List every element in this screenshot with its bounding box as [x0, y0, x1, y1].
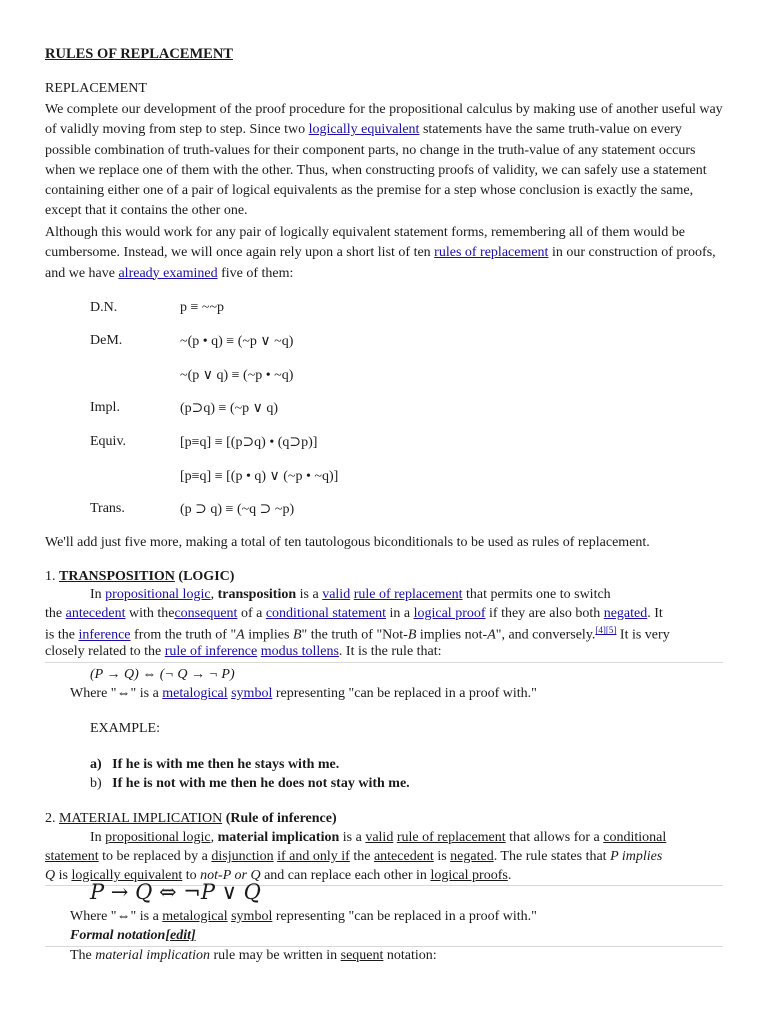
intro-text: Although this would work for any pair of logically equivalent statement forms, remembering all of them would be cumbersome. Instead, we will once again rely upon a short list of ten — [45, 225, 685, 261]
text: is — [433, 849, 451, 864]
divider — [45, 946, 723, 947]
citation-link[interactable]: [4][5] — [595, 625, 617, 635]
text: In — [90, 587, 106, 602]
text: the — [45, 606, 66, 621]
link-antecedent[interactable]: antecedent — [65, 606, 126, 621]
divider — [45, 662, 723, 663]
text: A — [236, 627, 245, 643]
text: P implies — [610, 849, 663, 864]
transposition-formula: (P → Q) ⇔ (¬ Q → ¬ P) — [90, 667, 235, 682]
section-2-heading — [45, 811, 337, 827]
rule-formula: [p≡q] ≡ [(p⊃q) • (q⊃p)] — [180, 435, 318, 450]
link-valid[interactable]: valid — [365, 830, 394, 845]
bold-term: material implication — [217, 830, 340, 845]
example-b — [90, 776, 410, 792]
text: representing "can be replaced in a proof with." — [272, 909, 537, 924]
link-already-examined[interactable]: already examined — [118, 265, 218, 281]
link-propositional-logic[interactable]: propositional logic — [105, 830, 211, 845]
text: Where "⇔" is a — [70, 909, 163, 924]
section-1-line-4 — [45, 644, 442, 660]
intro-paragraph-2 — [45, 223, 725, 284]
section-1-line-3 — [45, 625, 670, 644]
link-logical-proofs[interactable]: logical proofs — [430, 868, 508, 883]
rule-label: Trans. — [90, 501, 125, 516]
example-heading: EXAMPLE: — [90, 721, 160, 736]
text: to — [182, 868, 201, 883]
example-a — [90, 757, 339, 773]
text: B — [292, 627, 302, 643]
list-marker: a) — [90, 757, 102, 772]
intro-text: We complete our development of the proof procedure for the propositional calculus by making use of another useful way of validly moving from step to step. Since two — [45, 102, 723, 138]
add-five-text: We'll add just five more, making a total of ten tautologous biconditionals to be used as rules of replacement. — [45, 535, 650, 550]
link-consequent[interactable]: consequent — [174, 606, 238, 621]
example-text: If he is with me then he stays with me. — [112, 757, 340, 772]
text: " the truth of "Not- — [301, 627, 408, 643]
text: to be replaced by a — [98, 849, 212, 864]
text: the — [349, 849, 374, 864]
rule-formula: p ≡ ~~p — [180, 300, 225, 315]
text: It is very — [616, 627, 670, 643]
link-material-implication[interactable]: MATERIAL IMPLICATION — [59, 811, 223, 826]
text: that permits one to switch — [462, 587, 611, 602]
page-title: RULES OF REPLACEMENT — [45, 46, 233, 62]
intro-paragraph-1 — [45, 100, 725, 222]
section-1-line-2 — [45, 606, 663, 622]
section-subtitle: REPLACEMENT — [45, 81, 147, 96]
text: with the — [125, 606, 175, 621]
text: In — [90, 830, 106, 845]
link-antecedent[interactable]: antecedent — [373, 849, 434, 864]
text: of a — [237, 606, 266, 621]
section-1-heading — [45, 569, 234, 585]
text: The — [70, 948, 96, 963]
link-negated[interactable]: negated — [603, 606, 648, 621]
section-title: TRANSPOSITION — [59, 569, 175, 584]
text: material implication — [95, 948, 210, 963]
text: is a — [296, 587, 323, 602]
link-if-and-only-if[interactable]: if and only if — [277, 849, 350, 864]
text: is the — [45, 627, 79, 643]
link-symbol[interactable]: symbol — [231, 686, 273, 701]
text: not-P or Q — [200, 868, 261, 883]
section-2-where — [70, 909, 537, 925]
intro-text: five of them: — [217, 265, 294, 281]
rule-formula: ~(p ∨ q) ≡ (~p • ~q) — [180, 368, 294, 383]
text: implies — [244, 627, 293, 643]
text: . The rule states that — [493, 849, 611, 864]
bold-term: transposition — [217, 587, 297, 602]
link-inference[interactable]: inference — [78, 627, 131, 643]
rule-label: Impl. — [90, 400, 120, 415]
link-propositional-logic[interactable]: propositional logic — [105, 587, 211, 602]
section-number: 1. — [45, 569, 59, 584]
section-title-suffix: (Rule of inference) — [222, 811, 337, 826]
link-disjunction[interactable]: disjunction — [211, 849, 274, 864]
link-conditional-statement[interactable]: conditional statement — [265, 606, 386, 621]
section-2-last-line — [70, 948, 437, 964]
link-logical-proof[interactable]: logical proof — [413, 606, 486, 621]
text: if they are also both — [485, 606, 604, 621]
link-metalogical[interactable]: metalogical — [162, 686, 228, 701]
section-title-suffix: (LOGIC) — [174, 569, 235, 584]
link-sequent[interactable]: sequent — [340, 948, 384, 963]
rule-formula: (p ⊃ q) ≡ (~q ⊃ ~p) — [180, 502, 295, 517]
edit-link[interactable]: [edit] — [165, 928, 196, 943]
rule-formula: ~(p • q) ≡ (~p ∨ ~q) — [180, 334, 294, 349]
rule-label: Equiv. — [90, 434, 127, 449]
text: from the truth of " — [130, 627, 237, 643]
text: that allows for a — [505, 830, 604, 845]
material-implication-formula: P → Q ⇔ ¬P ∨ Q — [90, 880, 261, 904]
list-marker: b) — [90, 776, 102, 791]
text: ", and conversely. — [495, 627, 596, 643]
intro-text: statements have the same truth-value on every possible combination of truth-values for their component parts, no change in the truth-value of any statement occurs when we replace one of them with the other. Thus, when constructing proofs of validity, we can safely use a statement containing either one of a pair of logical equivalents as the premise for a step whose conclusion is exactly the same, except that it contains the other one. — [45, 122, 707, 219]
formal-notation-heading — [70, 928, 196, 944]
text: is a — [339, 830, 366, 845]
link-symbol[interactable]: symbol — [231, 909, 273, 924]
section-2-line-1 — [90, 830, 666, 846]
text: implies not- — [416, 627, 488, 643]
text: . It is the rule that: — [338, 644, 442, 659]
text: and can replace each other in — [260, 868, 431, 883]
link-modus-tollens[interactable]: modus tollens — [260, 644, 339, 659]
text: . — [507, 868, 512, 883]
link-metalogical[interactable]: metalogical — [162, 909, 228, 924]
text: B — [407, 627, 417, 643]
example-text: If he is not with me then he does not stay with me. — [112, 776, 410, 791]
text: is — [55, 868, 72, 883]
text: Formal notation — [70, 928, 166, 943]
rule-formula: [p≡q] ≡ [(p • q) ∨ (~p • ~q)] — [180, 469, 339, 484]
text: rule may be written in — [209, 948, 341, 963]
section-1-line-1 — [90, 587, 611, 603]
link-rule-of-inference[interactable]: rule of inference — [164, 644, 258, 659]
text: , — [210, 830, 218, 845]
link-logically-equivalent[interactable]: logically equivalent — [308, 122, 420, 138]
link-conditional[interactable]: conditional — [603, 830, 667, 845]
rule-label: D.N. — [90, 300, 118, 315]
text: representing "can be replaced in a proof with." — [272, 686, 537, 701]
link-statement[interactable]: statement — [45, 849, 99, 864]
section-2-line-2 — [45, 849, 662, 865]
link-rule-of-replacement[interactable]: rule of replacement — [396, 830, 506, 845]
section-1-where — [70, 686, 537, 702]
rule-label: DeM. — [90, 333, 123, 348]
text: Where "⇔" is a — [70, 686, 163, 701]
link-negated[interactable]: negated — [450, 849, 494, 864]
text: . It — [647, 606, 663, 621]
text: A — [487, 627, 496, 643]
text: in a — [385, 606, 414, 621]
link-valid[interactable]: valid — [322, 587, 351, 602]
text: , — [210, 587, 218, 602]
link-logically-equivalent[interactable]: logically equivalent — [71, 868, 183, 883]
section-number: 2. — [45, 811, 59, 826]
link-rule-of-replacement[interactable]: rule of replacement — [353, 587, 463, 602]
text: closely related to the — [45, 644, 165, 659]
rule-formula: (p⊃q) ≡ (~p ∨ q) — [180, 401, 279, 416]
intro-text: in our construction of proofs, and we have — [45, 245, 716, 281]
text: Q — [45, 868, 56, 883]
text: notation: — [383, 948, 437, 963]
link-rules-of-replacement[interactable]: rules of replacement — [434, 245, 549, 261]
